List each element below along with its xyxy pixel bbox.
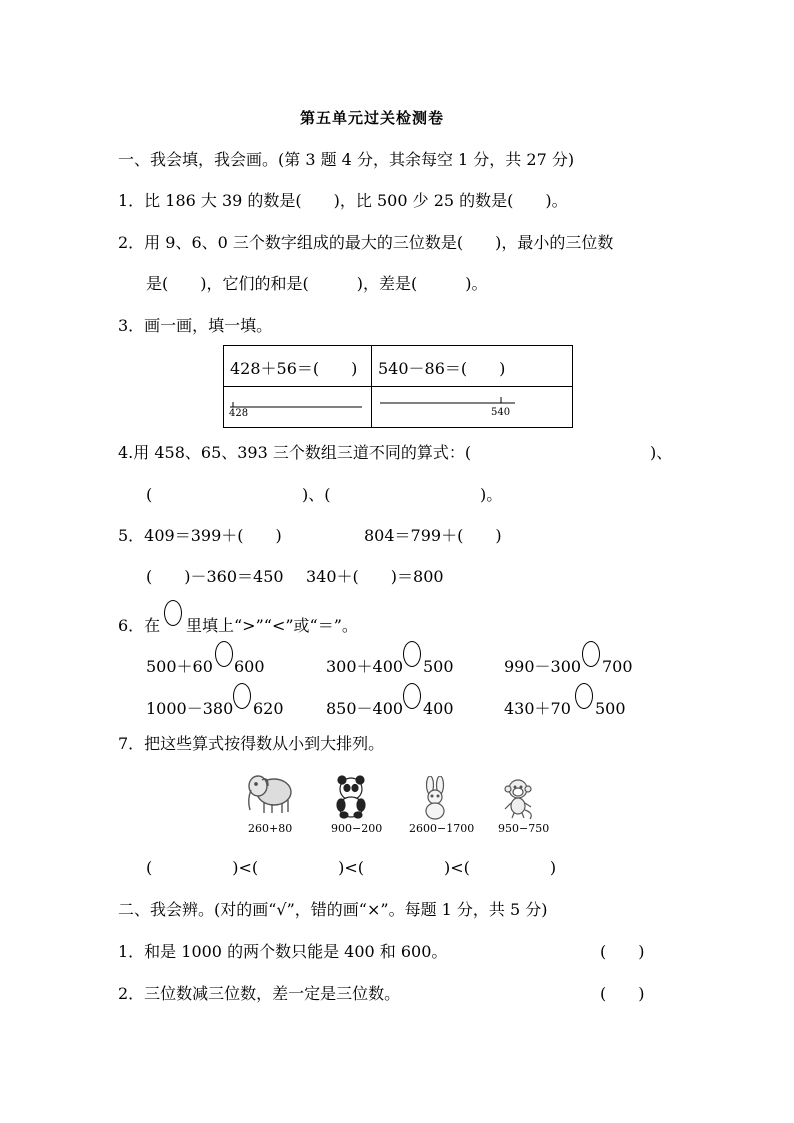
elephant-label: 260+80 <box>248 822 293 835</box>
q6-item-4-circle[interactable] <box>233 683 251 709</box>
rabbit-label: 2600−1700 <box>409 822 475 835</box>
question-3-prompt: 3．画一画，填一填。 <box>118 316 273 335</box>
q6-item-6-left: 430＋70 <box>504 699 571 718</box>
monkey-label: 950−750 <box>498 822 550 835</box>
question-6-prompt-a: 6．在 <box>118 616 161 635</box>
q6-item-5-circle[interactable] <box>403 683 421 709</box>
q6-item-1-circle[interactable] <box>215 641 233 667</box>
section-2-heading: 二、我会辨。(对的画“√”，错的画“×”。每题 1 分，共 5 分) <box>118 900 548 919</box>
q6-item-6-circle[interactable] <box>575 683 593 709</box>
number-line-left <box>224 387 371 427</box>
q6-item-3-right: 700 <box>602 657 633 676</box>
page-title: 第五单元过关检测卷 <box>300 109 445 127</box>
q6-item-5-right: 400 <box>423 699 454 718</box>
q3-left-number-line-cell <box>224 387 372 428</box>
question-4-line-2-mid: )、( <box>302 485 331 504</box>
question-5-c: ( )－360＝450 <box>146 567 284 586</box>
q6-item-4-right: 620 <box>253 699 284 718</box>
question-1: 1．比 186 大 39 的数是( )，比 500 少 25 的数是( )。 <box>118 191 568 210</box>
question-7-prompt: 7．把这些算式按得数从小到大排列。 <box>118 734 385 753</box>
q6-item-1-left: 500＋60 <box>146 657 213 676</box>
question-5-b: 804＝799＋( ) <box>364 526 502 545</box>
q6-item-4-left: 1000－380 <box>146 699 234 718</box>
q6-item-2-left: 300＋400 <box>326 657 404 676</box>
judge-item-2-mark[interactable]: ( ) <box>600 984 645 1003</box>
question-4-line-2-open: ( <box>146 485 153 504</box>
q3-right-number-line-cell <box>372 387 573 428</box>
q6-item-2-circle[interactable] <box>403 641 421 667</box>
question-4-line-1-end: )、 <box>650 443 673 462</box>
number-line-right-label: 540 <box>491 407 511 418</box>
comparison-circle-icon <box>164 600 182 626</box>
question-5-d: 340＋( )＝800 <box>306 567 444 586</box>
q6-item-1-right: 600 <box>234 657 265 676</box>
elephant-icon <box>244 770 296 816</box>
question-3-table <box>223 345 573 428</box>
judge-item-1: 1．和是 1000 的两个数只能是 400 和 600。 <box>118 942 448 961</box>
monkey-icon <box>502 777 536 819</box>
q6-item-6-right: 500 <box>595 699 626 718</box>
q3-left-expression-cell <box>224 346 372 387</box>
q3-right-expression: 540－86＝( ) <box>378 359 506 378</box>
question-2-line-1: 2．用 9、6、0 三个数字组成的最大的三位数是( )，最小的三位数 <box>118 233 614 252</box>
judge-item-2: 2．三位数减三位数，差一定是三位数。 <box>118 984 401 1003</box>
q3-right-expression-cell <box>372 346 573 387</box>
question-7-answer-line: ( )<( )<( )<( ) <box>146 858 557 877</box>
q6-item-5-left: 850－400 <box>326 699 404 718</box>
question-2-line-2: 是( )，它们的和是( )，差是( )。 <box>146 274 488 293</box>
section-1-heading: 一、我会填，我会画。(第 3 题 4 分，其余每空 1 分，共 27 分) <box>118 150 575 169</box>
number-line-left-label: 428 <box>229 408 249 419</box>
q6-item-2-right: 500 <box>423 657 454 676</box>
question-4-line-1: 4.用 458、65、393 三个数组三道不同的算式：( <box>118 443 472 462</box>
q6-item-3-left: 990－300 <box>504 657 582 676</box>
panda-label: 900−200 <box>331 822 383 835</box>
question-6-prompt-b: 里填上“>”“<”或“＝”。 <box>186 616 358 635</box>
rabbit-icon <box>418 776 452 820</box>
question-5-a: 5．409＝399＋( ) <box>118 526 282 545</box>
number-line-right <box>372 387 572 427</box>
judge-item-1-mark[interactable]: ( ) <box>600 942 645 961</box>
panda-icon <box>330 775 372 819</box>
q6-item-3-circle[interactable] <box>582 641 600 667</box>
q3-left-expression: 428＋56＝( ) <box>230 359 358 378</box>
question-4-line-2-end: )。 <box>480 485 503 504</box>
